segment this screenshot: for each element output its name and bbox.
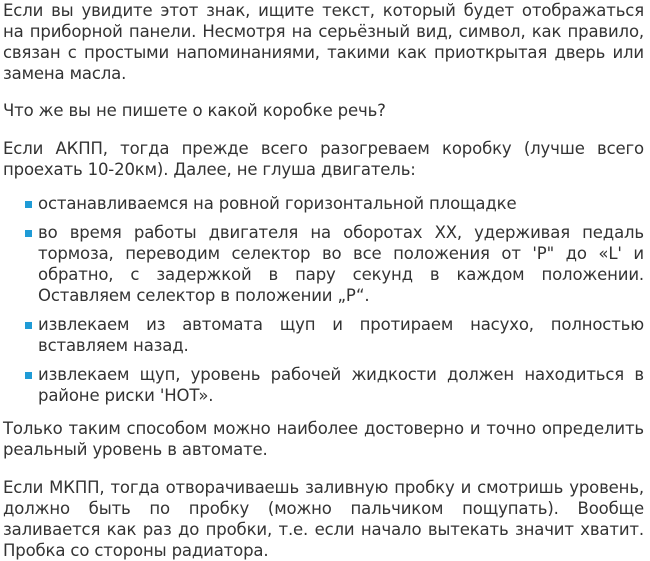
list-item xyxy=(3,364,644,406)
list-item xyxy=(3,193,644,214)
conclusion-paragraph: Только таким способом можно наиболее достоверно и точно определить реальный уровень в автомате. xyxy=(3,419,644,459)
question-paragraph: Что же вы не пишете о какой коробке речь? xyxy=(3,101,386,120)
list-item xyxy=(3,314,644,356)
square-bullet-icon xyxy=(25,230,32,237)
square-bullet-icon xyxy=(25,322,32,329)
steps-list xyxy=(3,193,644,406)
mkpp-paragraph: Если МКПП, тогда отворачиваешь заливную пробку и смотришь уровень, должно быть по пробку (можно пальчиком пощупать). Вообще заливается как раз до пробки, т.е. если начало вытекать значит хватит. Пробка со стороны радиатора. xyxy=(3,478,644,560)
akpp-paragraph: Если АКПП, тогда прежде всего разогреваем коробку (лучше всего проехать 10-20км). Далее, не глуша двигатель: xyxy=(3,139,644,179)
intro-paragraph: Если вы увидите этот знак, ищите текст, который будет отображаться на приборной панели. Несмотря на серьёзный вид, символ, как правило, связан с простыми напоминаниями, такими как приоткрытая дверь или замена масла. xyxy=(3,1,644,83)
list-item-text: во время работы двигателя на оборотах ХХ, удерживая педаль тормоза, переводим селектор во все положения от 'P" до «L' и обратно, с задержкой в пару секунд в каждом положении. Оставляем селектор в положении „P“. xyxy=(38,223,644,305)
square-bullet-icon xyxy=(25,201,32,208)
list-item-text: останавливаемся на ровной горизонтальной площадке xyxy=(38,194,517,213)
list-item-text: извлекаем щуп, уровень рабочей жидкости должен находиться в районе риски 'HOT». xyxy=(38,365,644,405)
list-item xyxy=(3,222,644,306)
square-bullet-icon xyxy=(25,372,32,379)
list-item-text: извлекаем из автомата щуп и протираем насухо, полностью вставляем назад. xyxy=(38,315,644,355)
